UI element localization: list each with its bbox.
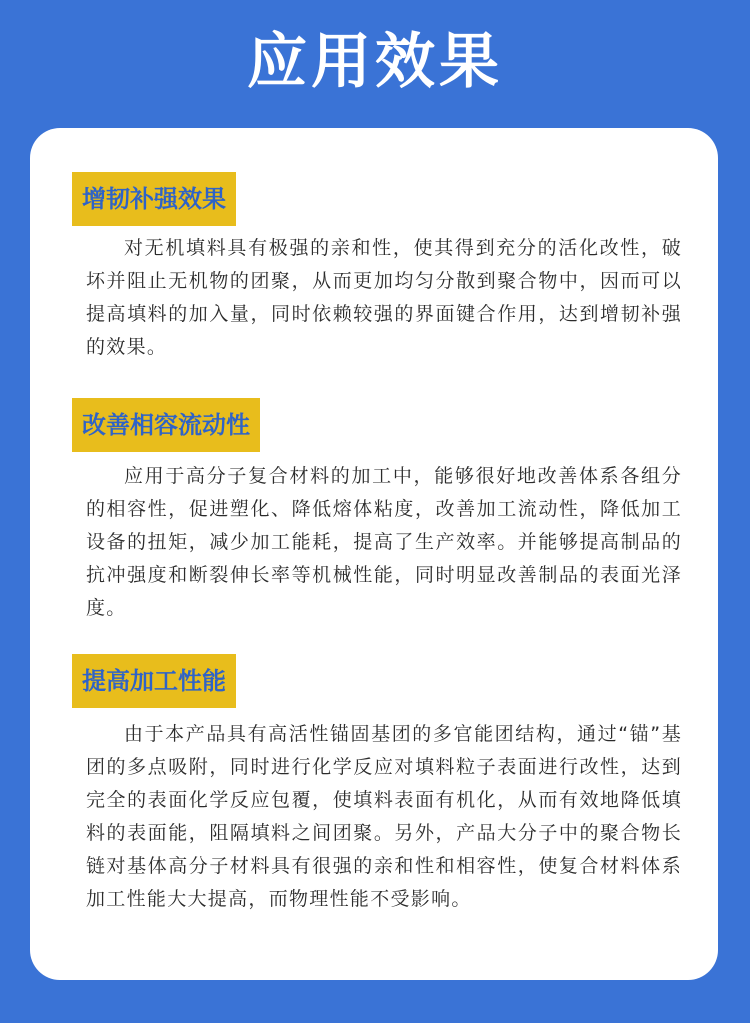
section-body-compatibility: 应用于高分子复合材料的加工中，能够很好地改善体系各组分的相容性，促进塑化、降低熔体粘度，改善加工流动性，降低加工设备的扭矩，减少加工能耗，提高了生产效率。并能够提高制品的抗冲强度和断裂伸长率等机械性能，同时明显改善制品的表面光泽度。	[86, 465, 682, 619]
section-heading-compatibility: 改善相容流动性	[72, 398, 260, 452]
section-body-processing: 由于本产品具有高活性锚固基团的多官能团结构，通过“锚”基团的多点吸附，同时进行化学反应对填料粒子表面进行改性，达到完全的表面化学反应包覆，使填料表面有机化，从而有效地降低填料的表面能，阻隔填料之间团聚。另外，产品大分子中的聚合物长链对基体高分子材料具有很强的亲和性和相容性，使复合材料体系加工性能大大提高，而物理性能不受影响。	[86, 723, 682, 910]
section-heading-toughening: 增韧补强效果	[72, 172, 236, 226]
page-title: 应用效果	[247, 27, 503, 97]
section-heading-processing: 提高加工性能	[72, 654, 236, 708]
section-body-toughening: 对无机填料具有极强的亲和性，使其得到充分的活化改性，破坏并阻止无机物的团聚，从而更加均匀分散到聚合物中，因而可以提高填料的加入量，同时依赖较强的界面键合作用，达到增韧补强的效果。	[86, 237, 682, 358]
content-card	[30, 128, 718, 980]
